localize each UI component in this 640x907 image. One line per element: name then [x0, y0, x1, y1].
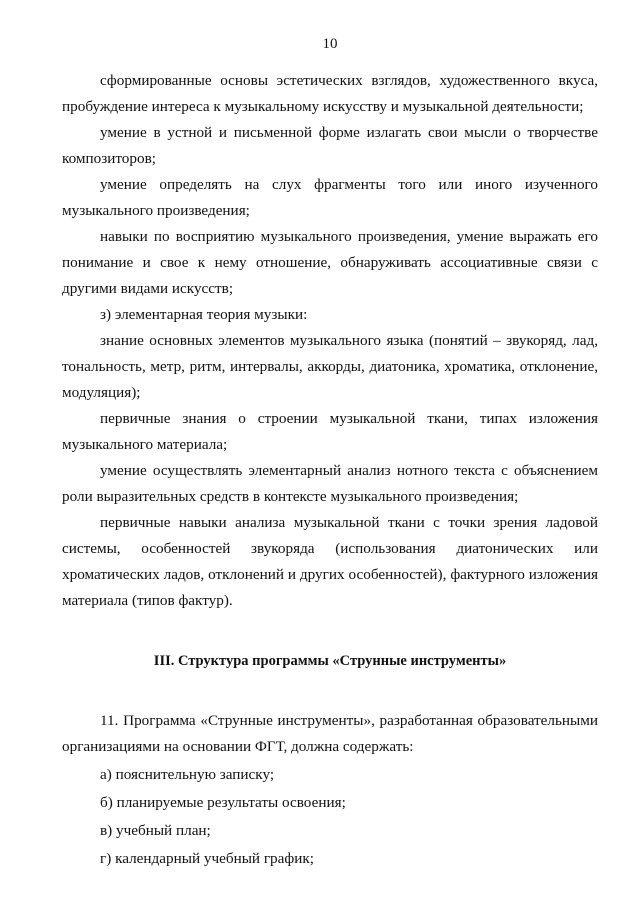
paragraph-musical-texture: первичные знания о строении музыкальной ткани, типах изложения музыкального материала;	[62, 410, 598, 453]
paragraph-by-ear: умение определять на слух фрагменты того или иного изученного музыкального произведения;	[62, 176, 598, 219]
paragraph-score-analysis: умение осуществлять элементарный анализ нотного текста с объяснением роли выразительных средств в контексте музыкального произведения;	[62, 462, 598, 505]
list-item: б) планируемые результаты освоения;	[100, 794, 346, 811]
paragraph-theory-title: з) элементарная теория музыки:	[100, 306, 308, 323]
paragraph-texture-analysis: первичные навыки анализа музыкальной ткани с точки зрения ладовой системы, особенностей звукоряда (использования диатонических или хроматических ладов, отклонений и других особенностей), фактурного изложения материала (типов фактур).	[62, 514, 598, 609]
paragraph-music-language: знание основных элементов музыкального языка (понятий – звукоряд, лад, тональность, метр, ритм, интервалы, аккорды, диатоника, хроматика, отклонение, модуляция);	[62, 332, 598, 401]
section-heading: III. Структура программы «Струнные инструменты»	[153, 653, 507, 669]
page-number: 10	[322, 36, 338, 52]
list-item: в) учебный план;	[100, 822, 211, 839]
list-item: г) календарный учебный график;	[100, 850, 314, 867]
paragraph-perception: навыки по восприятию музыкального произведения, умение выражать его понимание и свое к нему отношение, обнаруживать ассоциативные связи с другими видами искусств;	[62, 228, 598, 297]
paragraph-aesthetic-views: сформированные основы эстетических взглядов, художественного вкуса, пробуждение интереса к музыкальному искусству и музыкальной деятельности;	[62, 72, 598, 115]
paragraph-oral-written: умение в устной и письменной форме излагать свои мысли о творчестве композиторов;	[62, 124, 598, 167]
page-body	[62, 68, 598, 872]
paragraph-11: 11. Программа «Струнные инструменты», разработанная образовательными организациями на основании ФГТ, должна содержать:	[62, 712, 598, 755]
list-item: а) пояснительную записку;	[100, 766, 275, 783]
